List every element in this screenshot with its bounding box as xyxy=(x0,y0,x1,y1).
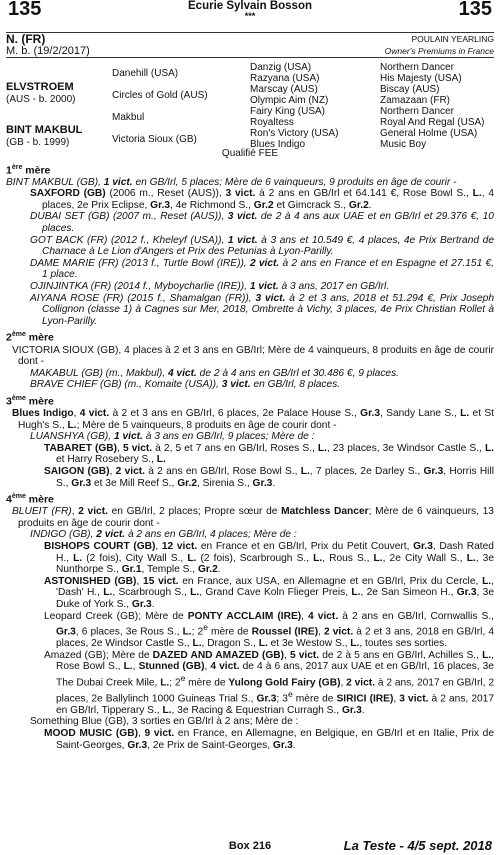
produce-luanshya: LUANSHYA (GB), 1 vict. à 3 ans en GB/Irl, 9 places; Mère de : xyxy=(30,431,315,443)
ancestor-3-8: Blues Indigo xyxy=(250,139,306,150)
ancestor-4-7: General Holme (USA) xyxy=(380,128,478,139)
produce-amazed: Amazed (GB); Mère de DAZED AND AMAZED (GB), 5 vict. de 2 à 5 ans en GB/Irl, Achilles S., L., Rose Bowl S., L., Stunned (GB), 4 vict. de 4 à 6 ans, 2017 aux UAE et en GB/Irl, 16 places, 3e The Dubai Creek Mile, L.; 2e mère de Yulong Gold Fairy (GB), 2 vict. à 2 ans, 2017 en GB/Irl, 2 places, 2e Ballylinch 1000 Guineas Trial S., Gr.3; 3e mère de SIRICI (IRE), 3 vict. à 2 ans, 2017 en GB/Irl, Tipperary S., L., 3e Racing & Equestrian Curragh S., Gr.3. xyxy=(44,649,495,716)
sale-location-date: La Teste - 4/5 sept. 2018 xyxy=(343,838,492,853)
ancestor-3-3: Marscay (AUS) xyxy=(250,84,318,95)
produce-mood-music: MOOD MUSIC (GB), 9 vict. en France, en Allemagne, en Belgique, en GB/Irl et en Italie, Prix de Saint-Georges, Gr.3, 2e Prix de Saint-Georges, Gr.3. xyxy=(44,728,495,751)
dam-4-paragraph: BLUEIT (FR), 2 vict. en GB/Irl, 2 places; Propre sœur de Matchless Dancer; Mère de 6 vainqueurs, 13 produits en âge de courir dont - xyxy=(12,506,494,529)
dam-2-paragraph: VICTORIA SIOUX (GB), 4 places à 2 et 3 ans en GB/Irl; Mère de 4 vainqueurs, 8 produits en âge de courir dont - xyxy=(12,344,494,368)
produce-saigon: SAIGON (GB), 2 vict. à 2 ans en GB/Irl, Rose Bowl S., L., 7 places, 2e Darley S., Gr.3, Horris Hill S., Gr.3 et 3e Mill Reef S., Gr.2, Sirenia S., Gr.3. xyxy=(44,465,494,489)
produce-record xyxy=(6,162,494,752)
horse-birth: M. b. (19/2/2017) xyxy=(6,45,90,57)
grandsire-2: Makbul xyxy=(112,112,145,123)
page-footer xyxy=(6,839,494,855)
ancestor-3-4: Olympic Aim (NZ) xyxy=(250,95,329,106)
horse-name-row xyxy=(6,33,494,45)
granddam-2: Victoria Sioux (GB) xyxy=(112,134,197,145)
produce-ojinjintka: OJINJINTKA (FR) (2014 f., Myboycharlie (IRE)), 1 vict. à 3 ans, 2017 en GB/Irl. xyxy=(30,281,390,293)
produce-astonished: ASTONISHED (GB), 15 vict. en France, aux USA, en Allemagne et en GB/Irl, Prix du Cercle, L., 'Dash' H., L., Scarbrough S., L., Grand Cave Koln Flieger Preis, L., 2e San Simeon H., Gr.3, 3e Duke of York S., Gr.3. xyxy=(44,575,494,610)
ancestor-3-2: Razyana (USA) xyxy=(250,73,320,84)
qualification-note: Qualifié FEE xyxy=(221,148,279,159)
pedigree-table xyxy=(6,62,494,150)
dam-3-paragraph: Blues Indigo, 4 vict. à 2 et 3 ans en GB/Irl, 6 places, 2e Palace House S., Gr.3, Sandy Lane S., L. et St Hugh's S., L.; Mère de 5 vainqueurs, 8 produits en âge de courir dont - xyxy=(12,407,494,431)
section-1ere-mere: 1ère mère xyxy=(6,163,51,177)
ancestor-3-5: Fairy King (USA) xyxy=(250,106,326,117)
ancestor-4-8: Music Boy xyxy=(380,139,427,150)
ancestor-4-1: Northern Dancer xyxy=(380,62,454,73)
ancestor-3-1: Danzig (USA) xyxy=(250,62,312,73)
produce-saxford: SAXFORD (GB) (2006 m., Reset (AUS)), 3 vict. à 2 ans en GB/Irl et 64.141 €, Rose Bowl S., L., 4 places, 2e Prix Eclipse, Gr.3, 4e Richmond S., Gr.2 et Gimcrack S., Gr.2. xyxy=(30,188,494,211)
dam-name: BINT MAKBUL xyxy=(6,124,83,136)
ancestor-4-3: Biscay (AUS) xyxy=(380,84,440,95)
produce-tabaret: TABARET (GB), 5 vict. à 2, 5 et 7 ans en GB/Irl, Roses S., L., 23 places, 3e Windsor Castle S., L. et Harry Rosebery S., L. xyxy=(44,442,494,466)
produce-dubai-set: DUBAI SET (GB) (2007 m., Reset (AUS)), 3 vict. de 2 à 4 ans aux UAE et en GB/Irl et 29.376 €, 10 places. xyxy=(30,211,494,235)
ancestor-4-4: Zamazaan (FR) xyxy=(380,95,451,106)
produce-leopard-creek: Leopard Creek (GB); Mère de PONTY ACCLAIM (IRE), 4 vict. à 2 ans en GB/Irl, Cornwallis S., Gr.3, 6 places, 3e Rous S., L.; 2e mère de Roussel (IRE), 2 vict. à 2 et 3 ans, 2018 en GB/Irl, 4 places, 2e Windsor Castle S., L., Dragon S., L. et 3e Westow S., L., toutes ses sorties. xyxy=(44,610,495,650)
horse-type: POULAIN YEARLING xyxy=(411,34,494,44)
horse-name: N. (FR) xyxy=(6,32,46,46)
dam-1-paragraph: BINT MAKBUL (GB), 1 vict. en GB/Irl, 5 places; Mère de 6 vainqueurs, 9 produits en âge de courir - xyxy=(6,176,457,188)
pedigree-divider xyxy=(6,57,494,58)
produce-makabul: MAKABUL (GB) (m., Makbul), 4 vict. de 2 à 4 ans en GB/Irl et 30.486 €, 9 places. xyxy=(30,367,400,379)
section-3eme-mere: 3ème mère xyxy=(6,394,54,408)
produce-brave-chief: BRAVE CHIEF (GB) (m., Komaite (USA)), 3 vict. en GB/Irl, 8 places. xyxy=(30,379,341,391)
grandsire-1: Danehill (USA) xyxy=(112,68,179,79)
ancestor-4-6: Royal And Regal (USA) xyxy=(380,117,485,128)
lot-number-right: 135 xyxy=(458,0,492,20)
ancestor-4-2: His Majesty (USA) xyxy=(380,73,462,84)
box-number: Box 216 xyxy=(228,840,272,852)
ancestor-4-5: Northern Dancer xyxy=(380,106,454,117)
lot-number-left: 135 xyxy=(8,0,42,20)
produce-indigo: INDIGO (GB), 2 vict. à 2 ans en GB/Irl, 4 places; Mère de : xyxy=(30,529,297,541)
produce-dame-marie: DAME MARIE (FR) (2013 f., Turtle Bowl (IRE)), 2 vict. à 2 ans en France et en Espagne et 27.151 €, 1 place. xyxy=(30,257,494,281)
section-4eme-mere: 4ème mère xyxy=(6,493,54,506)
ancestor-3-6: Royaltess xyxy=(250,117,294,128)
owner-name: Ecurie Sylvain Bosson xyxy=(188,0,312,12)
produce-bishops-court: BISHOPS COURT (GB), 12 vict. en France et en GB/Irl, Prix du Petit Couvert, Gr.3, Dash Rated H., L. (2 fois), City Wall S., L. (2 fois), Scarbrough S., L., Rous S., L., 2e City Wall S., L., 3e Nunthorpe S., Gr.1, Temple S., Gr.2. xyxy=(44,541,495,576)
produce-something-blue: Something Blue (GB), 3 sorties en GB/Irl à 2 ans; Mère de : xyxy=(30,716,299,728)
produce-aiyana-rose: AIYANA ROSE (FR) (2015 f., Shamalgan (FR)), 3 vict. à 2 et 3 ans, 2018 et 51.294 €, Prix Joseph Collignon (classe 1) à Cagnes sur Mer, 2018, Ombrette à Vichy, 3 places, 4e Prix Christian Rollet à Lyon-Parilly. xyxy=(30,292,494,327)
ancestor-3-7: Ron's Victory (USA) xyxy=(250,128,339,139)
sire-name: ELVSTROEM xyxy=(6,81,74,93)
granddam-1: Circles of Gold (AUS) xyxy=(112,90,208,101)
page-header xyxy=(6,0,494,32)
premium-scheme: Owner's Premiums in France xyxy=(384,46,494,56)
dam-info: (GB - b. 1999) xyxy=(6,137,70,148)
section-2eme-mere: 2ème mère xyxy=(6,331,54,344)
sire-info: (AUS - b. 2000) xyxy=(6,94,76,105)
produce-got-back: GOT BACK (FR) (2012 f., Kheleyf (USA)), 1 vict. à 3 ans et 10.549 €, 4 places, 4e Prix Bertrand de Charnace à Le Lion d'Angers et Prix des Petunias à Lyon-Parilly. xyxy=(30,234,494,258)
horse-birth-row xyxy=(6,45,494,57)
catalogue-page xyxy=(6,0,494,855)
owner-stars: *** xyxy=(244,11,256,21)
